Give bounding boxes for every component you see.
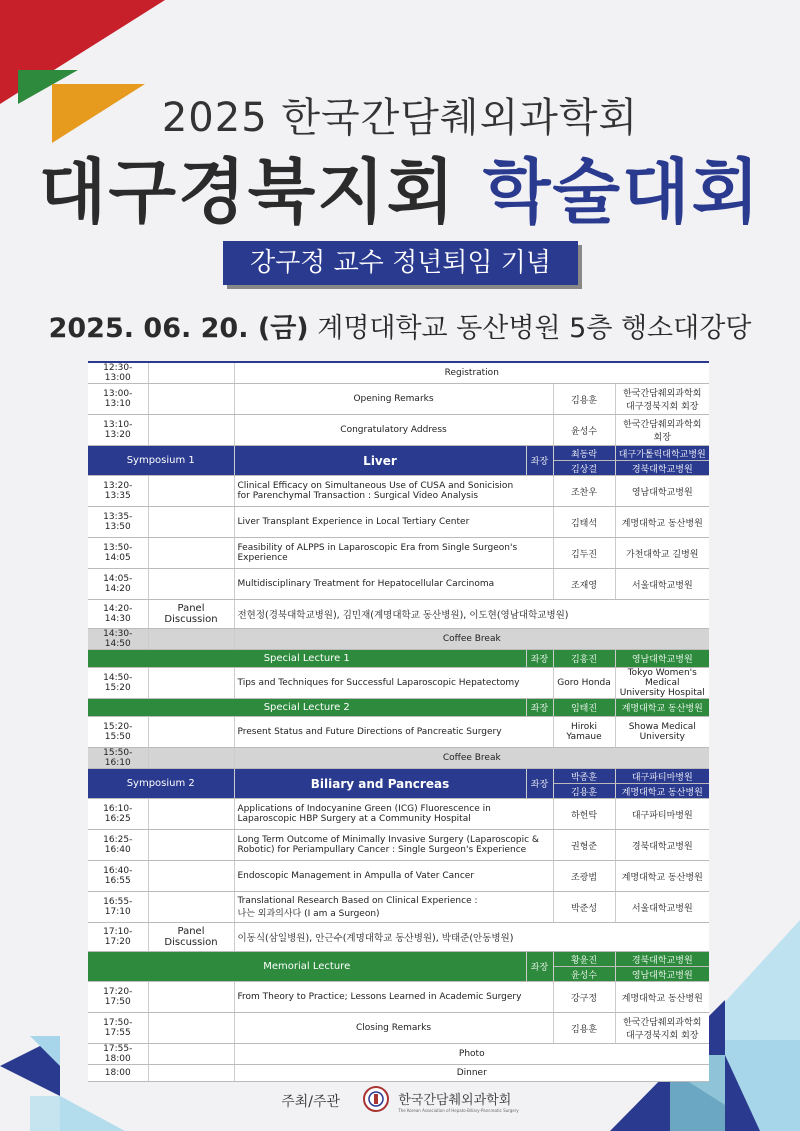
program-row: [88, 507, 709, 538]
empty-cell: [148, 982, 234, 1013]
time-cell: 16:55-17:10: [88, 892, 148, 923]
speaker-affiliation: Showa Medical University: [615, 717, 709, 748]
empty-cell: [148, 892, 234, 923]
time-cell: 18:00: [88, 1065, 148, 1082]
empty-cell: [148, 668, 234, 699]
time-cell: 13:20-13:35: [88, 476, 148, 507]
lecture-label: Special Lecture 1: [88, 650, 526, 668]
program-row: [88, 892, 709, 923]
speaker-name: Goro Honda: [553, 668, 615, 699]
talk-title: Closing Remarks: [234, 1013, 553, 1044]
time-cell: 13:35-13:50: [88, 507, 148, 538]
empty-cell: [148, 538, 234, 569]
talk-title: Long Term Outcome of Minimally Invasive Surgery (Laparoscopic & Robotic) for Periampullary Cancer : Single Surgeon's Experience: [234, 830, 553, 861]
host-label: 주최/주관: [281, 1094, 341, 1110]
chair-label: 좌장: [526, 446, 553, 476]
time-cell: 15:50-16:10: [88, 748, 148, 769]
break-title: Coffee Break: [234, 748, 709, 769]
date-venue-line: [0, 306, 800, 345]
time-cell: 17:10-17:20: [88, 923, 148, 952]
program-row: [88, 1044, 709, 1065]
time-cell: 13:00-13:10: [88, 384, 148, 415]
empty-cell: [148, 362, 234, 384]
time-cell: 17:50-17:55: [88, 1013, 148, 1044]
empty-cell: [148, 1044, 234, 1065]
chair-affiliation: 계명대학교 동산병원: [615, 699, 709, 717]
speaker-affiliation: 계명대학교 동산병원: [615, 982, 709, 1013]
session-label: Memorial Lecture: [88, 952, 526, 982]
time-cell: 16:10-16:25: [88, 799, 148, 830]
talk-title: Translational Research Based on Clinical Experience : 나는 외과의사다 (I am a Surgeon): [234, 892, 553, 923]
program-row: [88, 748, 709, 769]
speaker-name: 박준성: [553, 892, 615, 923]
speaker-affiliation: 서울대학교병원: [615, 569, 709, 600]
speaker-name: 하헌탁: [553, 799, 615, 830]
chair-affiliation: 경북대학교병원: [615, 952, 709, 967]
session-label: Symposium 1: [88, 446, 234, 476]
empty-cell: [148, 1013, 234, 1044]
talk-title: Congratulatory Address: [234, 415, 553, 446]
item-title: Registration: [234, 362, 709, 384]
time-cell: 14:20-14:30: [88, 600, 148, 629]
program-row: [88, 629, 709, 650]
chair-label: 좌장: [526, 952, 553, 982]
chair-affiliation: 영남대학교병원: [615, 967, 709, 982]
empty-cell: [148, 830, 234, 861]
empty-cell: [148, 507, 234, 538]
speaker-affiliation: 한국간담췌외과학회 회장: [615, 415, 709, 446]
event-year-title: 2025 한국간담췌외과학회: [161, 95, 639, 141]
talk-title: Clinical Efficacy on Simultaneous Use of CUSA and Sonicision for Parenchymal Transaction : Surgical Video Analysis: [234, 476, 553, 507]
chair-name: 임태진: [553, 699, 615, 717]
program-row: [88, 699, 709, 717]
item-title: Photo: [234, 1044, 709, 1065]
empty-cell: [148, 384, 234, 415]
speaker-affiliation: 한국간담췌외과학회 대구경북지회 회장: [615, 384, 709, 415]
program-row: [88, 415, 709, 446]
empty-cell: [148, 748, 234, 769]
speaker-affiliation: 계명대학교 동산병원: [615, 861, 709, 892]
association-logo-icon: [363, 1086, 389, 1116]
association-name-ko: 한국간담췌외과학회: [398, 1093, 512, 1108]
program-row: [88, 799, 709, 830]
program-row: [88, 650, 709, 668]
chair-name: 김홍진: [553, 650, 615, 668]
chair-affiliation: 대구파티마병원: [615, 769, 709, 784]
talk-title: Multidisciplinary Treatment for Hepatocellular Carcinoma: [234, 569, 553, 600]
empty-cell: [148, 717, 234, 748]
chair-name: 황윤진: [553, 952, 615, 967]
speaker-name: 권형준: [553, 830, 615, 861]
program-row: [88, 861, 709, 892]
time-cell: 12:30-13:00: [88, 362, 148, 384]
program-row: [88, 717, 709, 748]
time-cell: 16:25-16:40: [88, 830, 148, 861]
speaker-name: 조광범: [553, 861, 615, 892]
speaker-affiliation: Tokyo Women's Medical University Hospital: [615, 668, 709, 699]
panel-members: 이동식(삼일병원), 안근수(계명대학교 동산병원), 박태준(안동병원): [234, 923, 709, 952]
speaker-name: 김태석: [553, 507, 615, 538]
chair-name: 김상걸: [553, 461, 615, 476]
talk-title: Tips and Techniques for Successful Laparoscopic Hepatectomy: [234, 668, 553, 699]
talk-title: Endoscopic Management in Ampulla of Vater Cancer: [234, 861, 553, 892]
program-row: [88, 982, 709, 1013]
program-row: [88, 362, 709, 384]
empty-cell: [148, 476, 234, 507]
program-row: [88, 569, 709, 600]
program-row: [88, 1013, 709, 1044]
session-title: Biliary and Pancreas: [234, 769, 526, 799]
speaker-affiliation: 가천대학교 길병원: [615, 538, 709, 569]
empty-cell: [148, 799, 234, 830]
talk-title: Present Status and Future Directions of Pancreatic Surgery: [234, 717, 553, 748]
program-row: [88, 668, 709, 699]
chair-name: 윤성수: [553, 967, 615, 982]
program-table: [88, 361, 709, 1082]
talk-title: Opening Remarks: [234, 384, 553, 415]
speaker-affiliation: 경북대학교병원: [615, 830, 709, 861]
program-row: [88, 923, 709, 952]
item-title: Dinner: [234, 1065, 709, 1082]
speaker-name: 김두진: [553, 538, 615, 569]
time-cell: 13:50-14:05: [88, 538, 148, 569]
speaker-name: 조재영: [553, 569, 615, 600]
panel-label: Panel Discussion: [148, 600, 234, 629]
footer: [0, 1086, 800, 1116]
speaker-name: 윤성수: [553, 415, 615, 446]
panel-members: 전현정(경북대학교병원), 김민재(계명대학교 동산병원), 이도현(영남대학교병원): [234, 600, 709, 629]
time-cell: 14:30-14:50: [88, 629, 148, 650]
empty-cell: [148, 629, 234, 650]
chair-affiliation: 영남대학교병원: [615, 650, 709, 668]
empty-cell: [148, 861, 234, 892]
empty-cell: [148, 415, 234, 446]
speaker-name: 조찬우: [553, 476, 615, 507]
chair-affiliation: 계명대학교 동산병원: [615, 784, 709, 799]
session-title: Liver: [234, 446, 526, 476]
event-main-title-accent: 학술대회: [482, 151, 762, 233]
association-name: [398, 1089, 519, 1113]
time-cell: 14:05-14:20: [88, 569, 148, 600]
speaker-name: 김용훈: [553, 384, 615, 415]
talk-title: From Theory to Practice; Lessons Learned in Academic Surgery: [234, 982, 553, 1013]
chair-name: 김용훈: [553, 784, 615, 799]
time-cell: 13:10-13:20: [88, 415, 148, 446]
panel-label: Panel Discussion: [148, 923, 234, 952]
time-cell: 17:20-17:50: [88, 982, 148, 1013]
chair-label: 좌장: [526, 699, 553, 717]
speaker-affiliation: 서울대학교병원: [615, 892, 709, 923]
time-cell: 14:50-15:20: [88, 668, 148, 699]
chair-label: 좌장: [526, 769, 553, 799]
program-row: [88, 769, 709, 784]
event-main-title-text: 대구경북지회: [38, 151, 457, 233]
retirement-badge: 강구정 교수 정년퇴임 기념: [223, 241, 578, 285]
empty-cell: [148, 1065, 234, 1082]
program-row: [88, 384, 709, 415]
empty-cell: [148, 569, 234, 600]
program-row: [88, 538, 709, 569]
speaker-name: 강구정: [553, 982, 615, 1013]
event-venue: 계명대학교 동산병원 5층 행소대강당: [317, 313, 752, 344]
lecture-label: Special Lecture 2: [88, 699, 526, 717]
session-label: Symposium 2: [88, 769, 234, 799]
time-cell: 15:20-15:50: [88, 717, 148, 748]
time-cell: 16:40-16:55: [88, 861, 148, 892]
program-row: [88, 600, 709, 629]
talk-title: Feasibility of ALPPS in Laparoscopic Era from Single Surgeon's Experience: [234, 538, 553, 569]
program-row: [88, 446, 709, 461]
program-row: [88, 1065, 709, 1082]
speaker-affiliation: 대구파티마병원: [615, 799, 709, 830]
speaker-name: 김용훈: [553, 1013, 615, 1044]
association-name-en: The Korean Association of Hepato-Biliary-Pancreatic Surgery: [398, 1108, 519, 1113]
time-cell: 17:55-18:00: [88, 1044, 148, 1065]
program-row: [88, 952, 709, 967]
chair-name: 최동락: [553, 446, 615, 461]
speaker-name: Hiroki Yamaue: [553, 717, 615, 748]
chair-affiliation: 경북대학교병원: [615, 461, 709, 476]
program-row: [88, 476, 709, 507]
speaker-affiliation: 계명대학교 동산병원: [615, 507, 709, 538]
talk-title: Liver Transplant Experience in Local Tertiary Center: [234, 507, 553, 538]
break-title: Coffee Break: [234, 629, 709, 650]
talk-title: Applications of Indocyanine Green (ICG) Fluorescence in Laparoscopic HBP Surgery at a Community Hospital: [234, 799, 553, 830]
chair-label: 좌장: [526, 650, 553, 668]
speaker-affiliation: 영남대학교병원: [615, 476, 709, 507]
speaker-affiliation: 한국간담췌외과학회 대구경북지회 회장: [615, 1013, 709, 1044]
event-date: 2025. 06. 20. (금): [48, 313, 309, 344]
chair-affiliation: 대구가톨릭대학교병원: [615, 446, 709, 461]
program-row: [88, 830, 709, 861]
chair-name: 박종훈: [553, 769, 615, 784]
event-main-title: [0, 136, 800, 237]
